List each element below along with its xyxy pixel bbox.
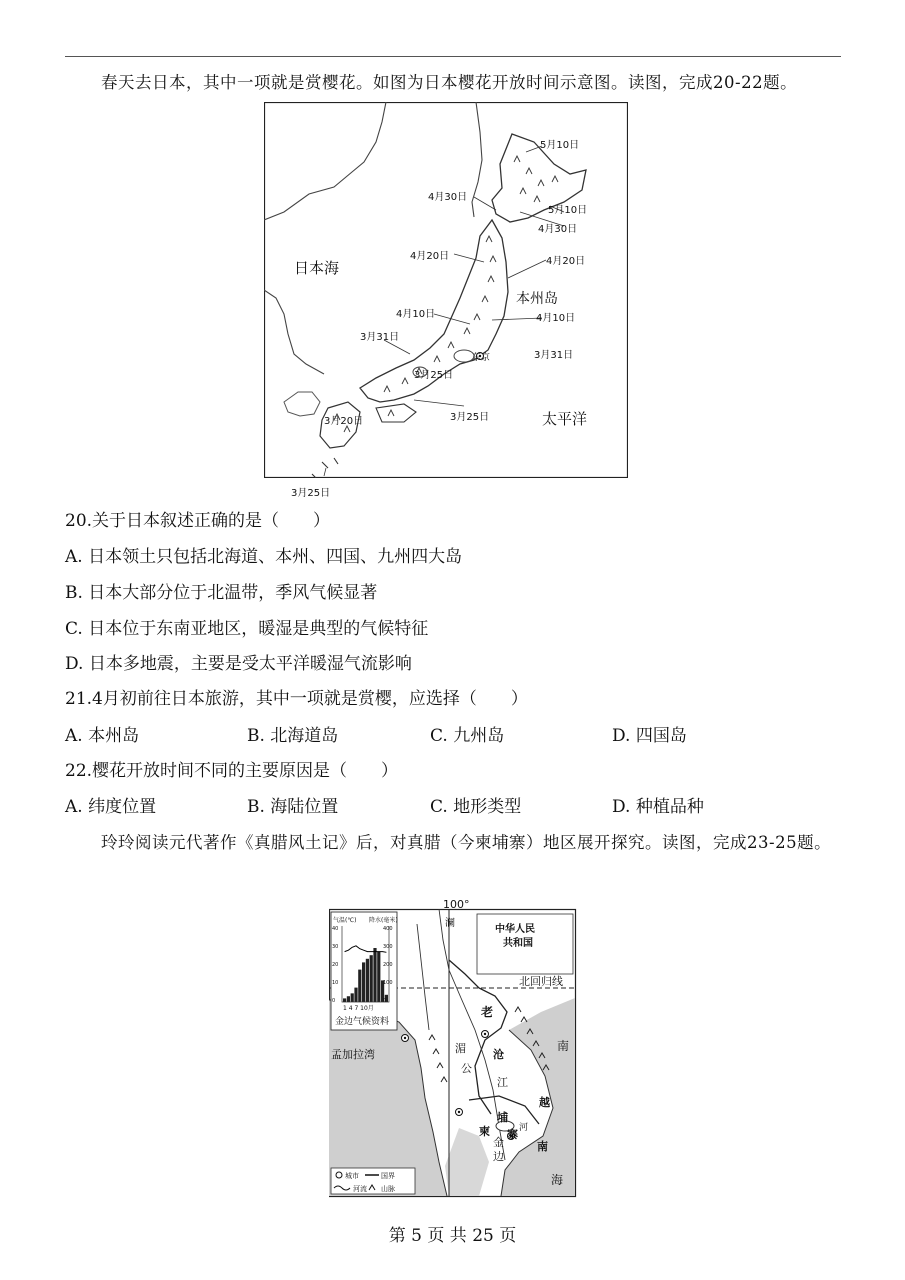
precip-bar <box>358 970 361 1002</box>
precip-bar <box>362 962 365 1002</box>
date-label: 5月10日 <box>540 140 580 151</box>
precip-tick: 200 <box>383 962 393 968</box>
date-label: 3月31日 <box>534 350 574 361</box>
tropic-label: 北回归线 <box>519 975 563 988</box>
intro-paragraph-1: 春天去日本，其中一项就是赏樱花。如图为日本樱花开放时间示意图。读图，完成20-22题。 <box>101 73 798 92</box>
date-label: 3月25日 <box>291 488 331 499</box>
laos-label: 老 <box>481 1005 494 1019</box>
phnom-penh-label-2: 边 <box>493 1150 504 1163</box>
climate-caption: 金边气候资料 <box>335 1017 390 1027</box>
mountain-label: 江 <box>497 1076 508 1089</box>
honshu-label: 本州岛 <box>516 291 558 307</box>
precip-bar <box>366 959 369 1002</box>
temp-tick: 20 <box>332 962 339 968</box>
q21-option-a: A. 本州岛 <box>65 726 140 746</box>
mekong-label: 湄 <box>455 1042 466 1055</box>
q21-option-d: D. 四国岛 <box>612 726 687 746</box>
bay-of-bengal-label: 孟加拉湾 <box>331 1048 375 1061</box>
date-label: 4月10日 <box>536 313 576 324</box>
date-label: 4月30日 <box>428 192 468 203</box>
date-label: 3月31日 <box>360 332 400 343</box>
q22-option-d: D. 种植品种 <box>612 797 704 817</box>
tokyo-label: 东京 <box>472 353 491 363</box>
japan-cherry-blossom-map <box>264 102 628 478</box>
q22-option-a: A. 纬度位置 <box>65 797 157 817</box>
precip-bar <box>354 988 357 1002</box>
date-label: 5月10日 <box>548 205 588 216</box>
china-label-2: 共和国 <box>503 938 533 949</box>
precip-bar <box>370 955 373 1002</box>
precip-bar <box>377 952 380 1002</box>
q21-option-b: B. 北海道岛 <box>247 726 339 746</box>
precip-bar <box>351 993 354 1002</box>
cambodia-region-map <box>329 900 577 1198</box>
date-label: 3月25日 <box>414 370 454 381</box>
date-label: 3月25日 <box>450 412 490 423</box>
date-label: 4月10日 <box>396 309 436 320</box>
months-label: 1 4 7 10月 <box>343 1005 374 1012</box>
temp-tick: 40 <box>332 926 339 932</box>
vietnam-label-1: 越 <box>539 1096 550 1109</box>
longitude-label: 100° <box>443 900 470 911</box>
vietnam-label-2: 南 <box>557 1039 570 1053</box>
q22-option-c: C. 地形类型 <box>430 797 522 817</box>
phnom-penh-label-1: 金 <box>493 1136 504 1149</box>
precip-bar <box>343 998 346 1002</box>
q21-option-c: C. 九州岛 <box>430 726 505 746</box>
precip-axis-label: 降水(毫米) <box>369 917 398 924</box>
intro-paragraph-2: 玲玲阅读元代著作《真腊风土记》后，对真腊（今柬埔寨）地区展开探究。读图，完成23-25题。 <box>101 833 832 852</box>
south-sea-label: 海 <box>551 1173 564 1187</box>
cambodia-label-3: 寨 <box>507 1128 518 1141</box>
legend-mountain: 山脉 <box>381 1185 395 1193</box>
q22-option-b: B. 海陆位置 <box>247 797 339 817</box>
precip-tick: 300 <box>383 944 393 950</box>
date-label: 4月30日 <box>538 224 578 235</box>
south-label: 南 <box>537 1140 548 1153</box>
temp-axis-label: 气温(℃) <box>333 917 357 924</box>
date-label: 4月20日 <box>546 256 586 267</box>
question-21-stem: 21.4月初前往日本旅游，其中一项就是赏樱，应选择（ ） <box>65 689 528 709</box>
mekong-label: 河 <box>519 1123 529 1133</box>
q20-option-d: D. 日本多地震，主要是受太平洋暖湿气流影响 <box>65 654 412 674</box>
mountain-label: 沧 <box>493 1048 504 1061</box>
pacific-ocean-label: 太平洋 <box>542 410 588 428</box>
sea-of-japan-label: 日本海 <box>294 259 340 277</box>
temp-tick: 10 <box>332 980 339 986</box>
page-footer: 第 5 页 共 25 页 <box>388 1226 517 1246</box>
cambodia-label-2: 埔 <box>497 1111 508 1124</box>
legend-city: 城市 <box>345 1172 359 1180</box>
q20-option-c: C. 日本位于东南亚地区，暖湿是典型的气候特征 <box>65 619 429 639</box>
mekong-label: 公 <box>461 1062 472 1075</box>
cambodia-label-1: 柬 <box>479 1125 490 1138</box>
precip-tick: 0 <box>383 998 387 1004</box>
china-label-1: 中华人民 <box>495 924 535 935</box>
q20-option-b: B. 日本大部分位于北温带，季风气候显著 <box>65 583 378 603</box>
legend-border: 国界 <box>381 1172 395 1180</box>
precip-tick: 100 <box>383 980 393 986</box>
temp-tick: 30 <box>332 944 339 950</box>
date-label: 4月20日 <box>410 251 450 262</box>
header-rule <box>65 56 841 57</box>
river-label: 澜 <box>445 918 455 929</box>
precip-bar <box>373 948 376 1002</box>
date-label: 3月20日 <box>324 416 364 427</box>
legend-river: 河流 <box>353 1185 367 1193</box>
temp-tick: 0 <box>332 998 336 1004</box>
question-20-stem: 20.关于日本叙述正确的是（ ） <box>65 511 331 531</box>
precip-tick: 400 <box>383 926 393 932</box>
q20-option-a: A. 日本领土只包括北海道、本州、四国、九州四大岛 <box>65 547 463 567</box>
question-22-stem: 22.樱花开放时间不同的主要原因是（ ） <box>65 761 399 781</box>
precip-bar <box>347 996 350 1002</box>
